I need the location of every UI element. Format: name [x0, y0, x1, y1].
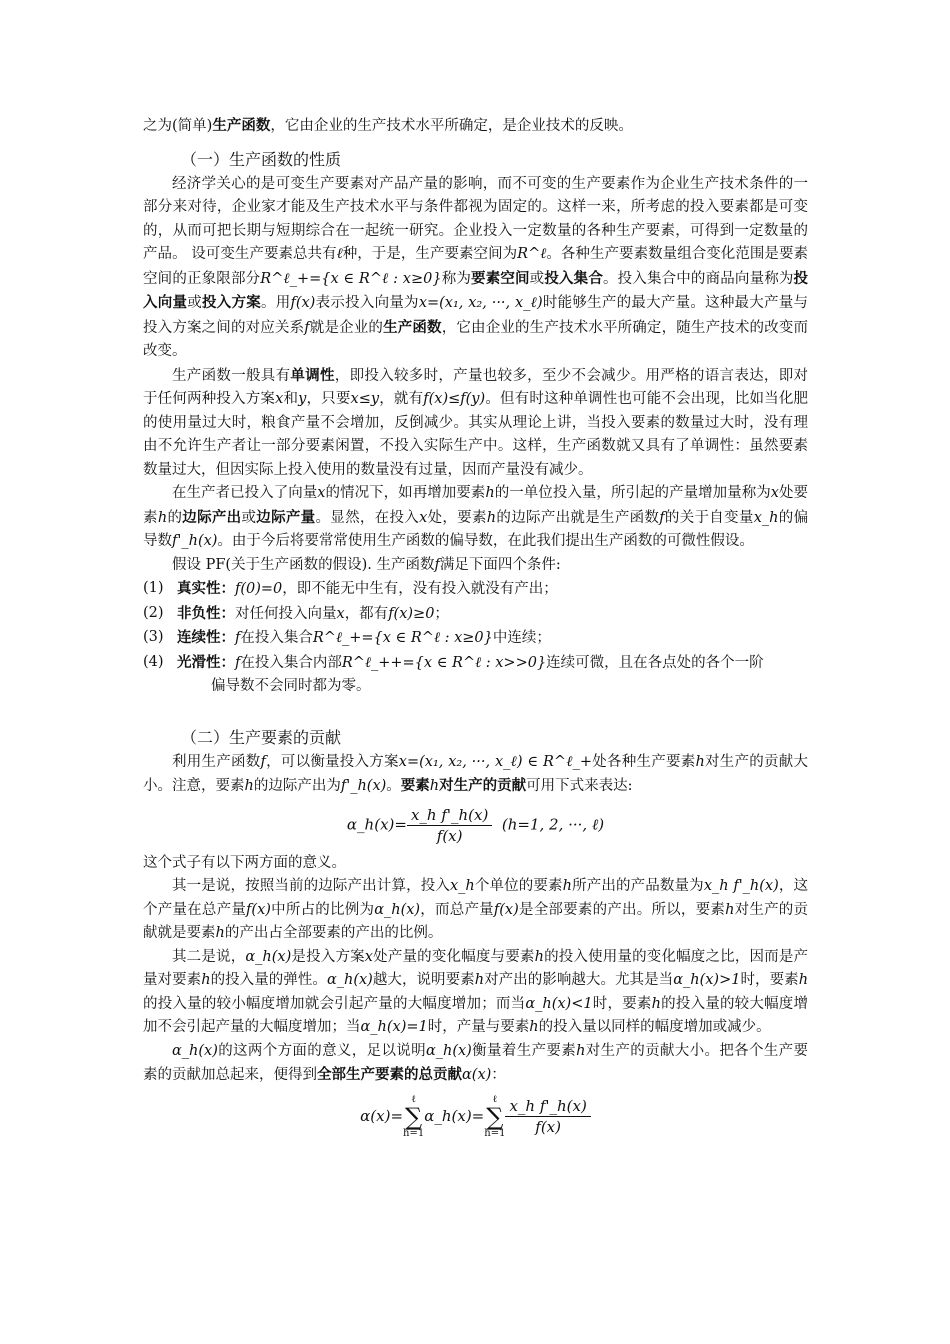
paragraph-total-contribution: α_h(x)的这两个方面的意义，足以说明α_h(x)衡量着生产要素h对生产的贡献大小。把各个生产要素的贡献加总起来，便得到全部生产要素的总贡献α(x)： [143, 1042, 808, 1083]
condition-item-reality: (1) 真实性：f(0)=0，即不能无中生有，没有投入就没有产出； [143, 580, 558, 597]
paragraph-input-space: 经济学关心的是可变生产要素对产品产量的影响，而不可变的生产要素作为企业生产技术条件的一部分来对待，企业家才能及生产技术水平与条件都视为固定的。这样一来，所考虑的投入要素都是可变的，从而可把长期与短期综合在一起统一研究。企业投入一定数量的各种生产要素，可得到一定数量的产品。 设可变生产要素总共有ℓ种，于是，生产要素空间为R^ℓ。各种生产要素数量组合变化范围是要素空间的正象限部分R^ℓ_+={x ∈ R^ℓ : x≥0}称为要素空间或投入集合。投入集合中的商品向量称为投入向量或投入方案。用f(x)表示投入向量为x=(x₁, x₂, ···, x_ℓ)时能够生产的最大产量。这种最大产量与投入方案之间的对应关系f就是企业的生产函数，它由企业的生产技术水平所确定，随生产技术的改变而改变。 [143, 175, 809, 359]
fraction: $\frac{\text{x\_h f'\_h(x)}}{f(x)}$ [407, 805, 492, 846]
paragraph-two-meanings: 这个式子有以下两方面的意义。 [143, 854, 346, 871]
assumption-conditions-list [143, 577, 808, 675]
paragraph-meaning-one: 其一是说，按照当前的边际产出计算，投入x_h个单位的要素h所产出的产品数量为x_h f'_h(x)，这个产量在总产量f(x)中所占的比例为α_h(x)，而总产量f(x)是全部要素的产出。所以，要素h对生产的贡献就是要素h的产出占全部要素的产出的比例。 [143, 878, 809, 941]
section-heading-properties: （一）生产函数的性质 [181, 149, 342, 169]
section-heading-contribution: （二）生产要素的贡献 [181, 727, 342, 747]
formula-factor-contribution: α_h(x)= $\frac{\text{x\_h f'\_h(x)}}{f(x)}$ (h=1, 2, ···, ℓ) [346, 805, 605, 845]
assumption-pf: 假设 PF(关于生产函数的假设). 生产函数f满足下面四个条件: [172, 556, 561, 573]
paragraph-monotonicity: 生产函数一般具有单调性，即投入较多时，产量也较多，至少不会减少。用严格的语言表达，即对于任何两种投入方案x和y，只要x≤y，就有f(x)≤f(y)。但有时这种单调性也可能不会出现，比如当化肥的使用量过大时，粮食产量不会增加，反倒减少。其实从理论上讲，当投入要素的数量过大时，没有理由不允许生产者让一部分要素闲置，不投入实际生产中。这样，生产函数就又具有了单调性：虽然要素数量过大，但因实际上投入使用的数量没有过量，因而产量没有减少。 [143, 366, 809, 478]
condition-item-nonnegativity: (2) 非负性：对任何投入向量x，都有f(x)≥0； [143, 604, 449, 622]
formula-total-contribution: α(x)= ℓ ∑ h=1 α_h(x)= ℓ ∑ h=1 $\frac{\text{x\_h f'\_h(x)}}{f(x)}$ [143, 1094, 808, 1140]
intro-paragraph: 之为(简单)生产函数，它由企业的生产技术水平所确定，是企业技术的反映。 [143, 117, 633, 134]
summation-symbol: ℓ ∑ h=1 [403, 1093, 425, 1139]
document-body [143, 114, 808, 1146]
condition-item-smoothness: (4) 光滑性：f在投入集合内部R^ℓ_++={x ∈ R^ℓ : x>>0}连续可微，且在各点处的各个一阶 [143, 653, 764, 671]
paragraph-marginal-product: 在生产者已投入了向量x的情况下，如再增加要素h的一单位投入量，所引起的产量增加量称为x处要素h的边际产出或边际产量。显然，在投入x处，要素h的边际产出就是生产函数f的关于自变量x_h的偏导数f'_h(x)。由于今后将要常常使用生产函数的偏导数，在此我们提出生产函数的可微性假设。 [143, 485, 809, 549]
condition-item-continuity: (3) 连续性：f在投入集合R^ℓ_+={x ∈ R^ℓ : x≥0}中连续； [143, 629, 551, 646]
paragraph-factor-contribution: 利用生产函数f，可以衡量投入方案x=(x₁, x₂, ···, x_ℓ) ∈ R^ℓ_+处各种生产要素h对生产的贡献大小。注意，要素h的边际产出为f'_h(x)。要素h对生产的贡献可用下式来表达: [143, 753, 809, 794]
fraction: $\frac{\text{x\_h f'\_h(x)}}{f(x)}$ [505, 1096, 590, 1137]
paragraph-meaning-two: 其二是说，α_h(x)是投入方案x处产量的变化幅度与要素h的投入使用量的变化幅度之比，因而是产量对要素h的投入量的弹性。α_h(x)越大，说明要素h对产出的影响越大。尤其是当α_h(x)>1时，要素h的投入量的较小幅度增加就会引起产量的大幅度增加；而当α_h(x)<1时，要素h的投入量的较大幅度增加不会引起产量的大幅度增加；当α_h(x)=1时，产量与要素h的投入量以同样的幅度增加或减少。 [143, 948, 809, 1035]
condition-4-continuation: 偏导数不会同时都为零。 [211, 678, 371, 694]
summation-symbol: ℓ ∑ h=1 [484, 1093, 506, 1139]
